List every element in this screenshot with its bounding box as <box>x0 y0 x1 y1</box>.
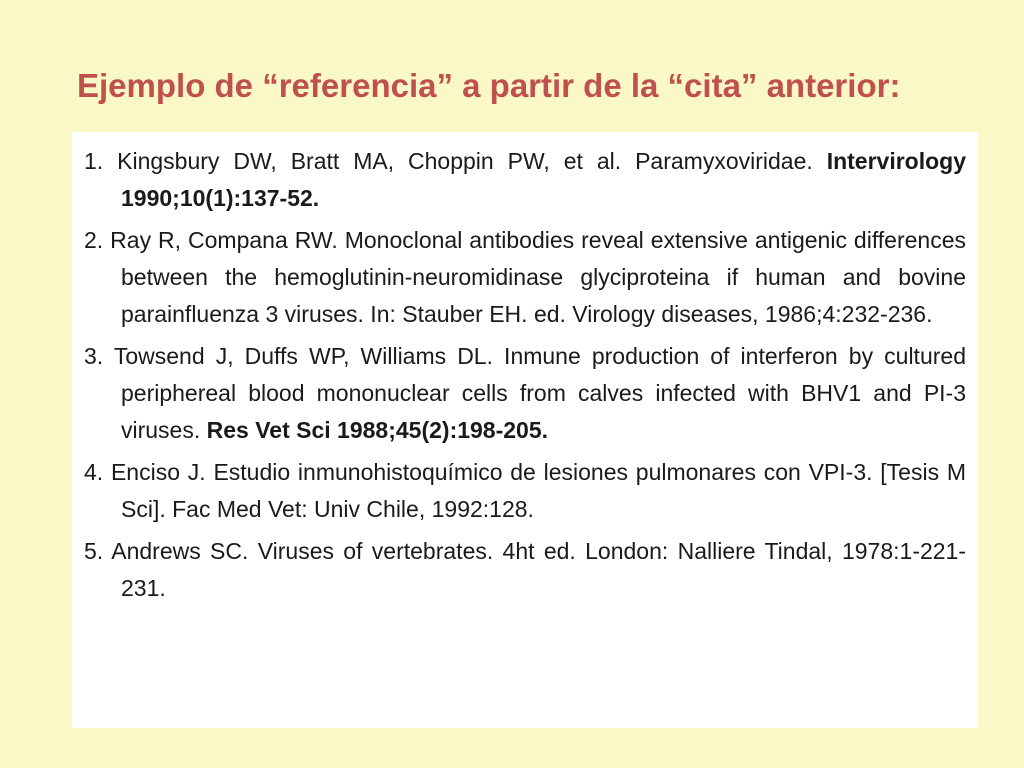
reference-source-bold: Intervirology 1990;10(1):137-52. <box>121 148 967 211</box>
reference-number: 5. <box>84 538 104 564</box>
reference-item-1 <box>84 143 966 217</box>
reference-text: Ray R, Compana RW. Monoclonal antibodies reveal extensive antigenic differences between the hemoglutinin-neuromidinase glyciproteina if human and bovine parainfluenza 3 viruses. In: Stauber EH. ed. Virology diseases, 1986;4:232-236. <box>110 227 967 327</box>
reference-item-4 <box>84 454 966 528</box>
reference-text: Kingsbury DW, Bratt MA, Choppin PW, et al. Paramyxoviridae. <box>117 148 813 174</box>
reference-number: 4. <box>84 459 104 485</box>
reference-item-3 <box>84 338 966 449</box>
reference-item-5 <box>84 533 966 607</box>
reference-list <box>84 143 966 607</box>
reference-text: Enciso J. Estudio inmunohistoquímico de lesiones pulmonares con VPI-3. [Tesis M Sci]. Fac Med Vet: Univ Chile, 1992:128. <box>110 459 967 522</box>
reference-number: 1. <box>84 148 104 174</box>
reference-text: Towsend J, Duffs WP, Williams DL. Inmune production of interferon by cultured periphereal blood mononuclear cells from calves infected with BHV1 and PI-3 viruses. <box>113 343 966 443</box>
reference-number: 2. <box>84 227 104 253</box>
reference-text: Andrews SC. Viruses of vertebrates. 4ht ed. London: Nalliere Tindal, 1978:1-221-231. <box>111 538 967 601</box>
reference-source-bold: Res Vet Sci 1988;45(2):198-205. <box>206 417 549 443</box>
reference-item-2 <box>84 222 966 333</box>
references-box <box>72 132 978 728</box>
slide-title: Ejemplo de “referencia” a partir de la “cita” anterior: <box>77 67 901 104</box>
reference-number: 3. <box>84 343 104 369</box>
